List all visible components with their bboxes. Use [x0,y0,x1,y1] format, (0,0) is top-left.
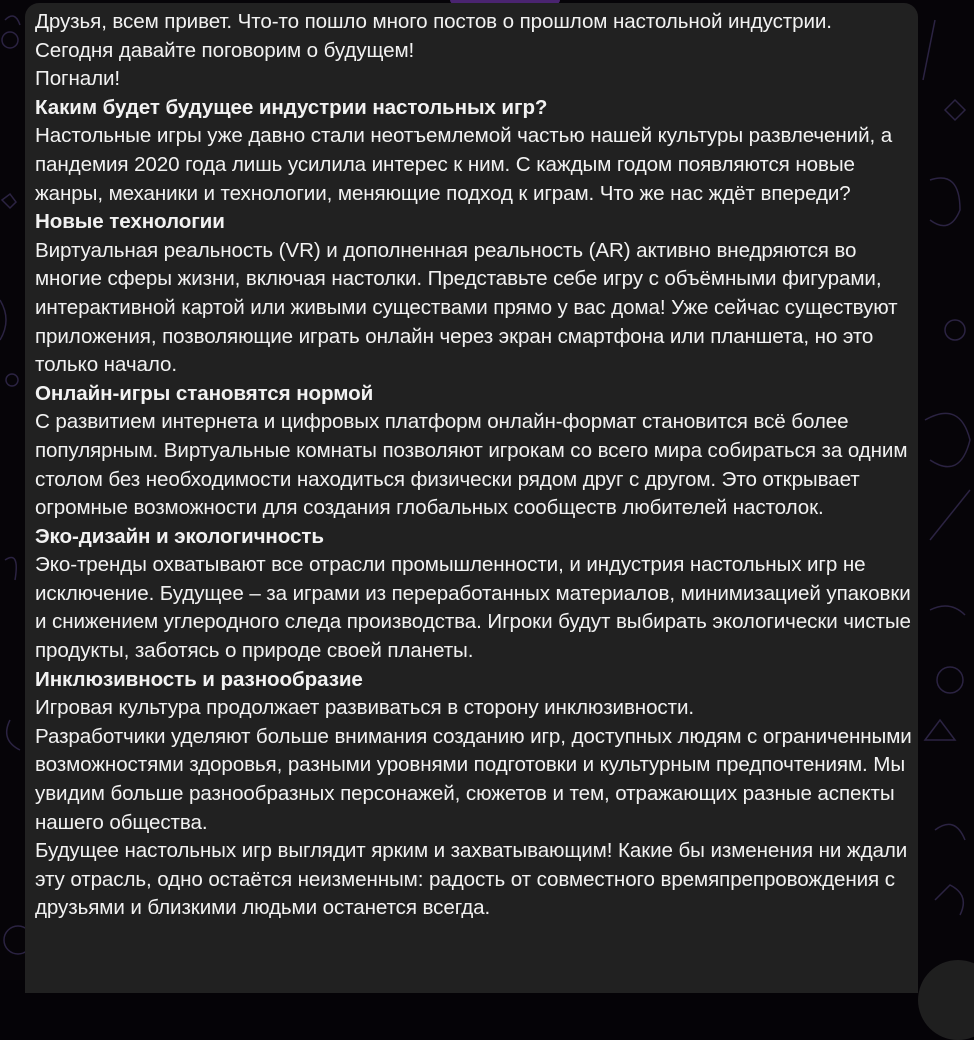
paragraph-conclusion: Будущее настольных игр выглядит ярким и захватывающим! Какие бы изменения ни ждали эту отрасль, одно остаётся неизменным: радость от совместного времяпрепровождения с друзьями и близкими людьми останется всегда. [35,839,908,920]
paragraph-inclusive-1: Игровая культура продолжает развиваться в сторону инклюзивности. [35,696,694,720]
heading-inclusive: Инклюзивность и разнообразие [35,667,363,691]
paragraph-new-tech: Виртуальная реальность (VR) и дополненная реальность (AR) активно внедряются во многие сферы жизни, включая настолки. Представьте себе игру с объёмными фигурами, интерактивной картой или живыми существами прямо у вас дома! Уже сейчас существуют приложения, позволяющие играть онлайн через экран смартфона или планшета, но это только начало. [35,238,898,377]
paragraph-online: С развитием интернета и цифровых платформ онлайн-формат становится всё более популярным. Виртуальные комнаты позволяют игрокам со всего мира собираться за одним столом без необходимости находиться физически рядом друг с другом. Это открывает огромные возможности для создания глобальных сообществ любителей настолок. [35,410,908,520]
paragraph-today: Сегодня давайте поговорим о будущем! [35,38,415,62]
heading-online: Онлайн-игры становятся нормой [35,381,374,405]
heading-new-tech: Новые технологии [35,210,225,234]
paragraph-inclusive-2: Разработчики уделяют больше внимания созданию игр, доступных людям с ограниченными возможностями здоровья, разными уровнями подготовки и культурным предпочтениям. Мы увидим больше разнообразных персонажей, сюжетов и тем, отражающих разные аспекты нашего общества. [35,724,912,834]
paragraph-greeting: Друзья, всем привет. Что-то пошло много постов о прошлом настольной индустрии. [35,10,832,33]
heading-eco: Эко-дизайн и экологичность [35,524,324,548]
paragraph-intro: Настольные игры уже давно стали неотъемлемой частью нашей культуры развлечений, а пандемия 2020 года лишь усилила интерес к ним. С каждым годом появляются новые жанры, механики и технологии, меняющие подход к играм. Что же нас ждёт впереди? [35,124,893,205]
message-text [35,8,918,923]
message-bubble [25,3,918,993]
paragraph-go: Погнали! [35,67,121,91]
heading-future: Каким будет будущее индустрии настольных игр? [35,95,548,119]
paragraph-eco: Эко-тренды охватывают все отрасли промышленности, и индустрия настольных игр не исключение. Будущее – за играми из переработанных материалов, минимизацией упаковки и снижением углеродного следа производства. Игроки будут выбирать экологически чистые продукты, заботясь о природе своей планеты. [35,553,911,663]
